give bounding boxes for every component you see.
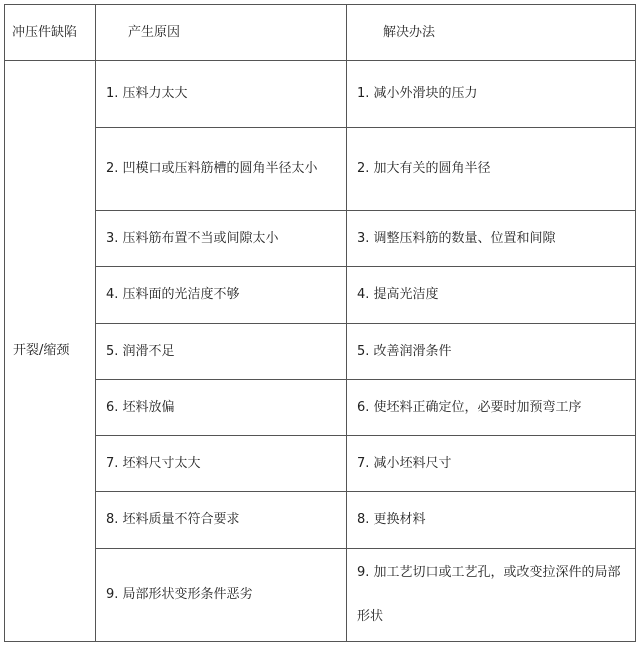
- header-cause: 产生原因: [96, 5, 347, 61]
- table-row: [5, 211, 636, 267]
- cause-cell: 1. 压料力太大: [96, 61, 347, 128]
- header-defect: 冲压件缺陷: [5, 5, 96, 61]
- table-row: [5, 324, 636, 380]
- solution-cell: 4. 提高光洁度: [347, 267, 636, 324]
- solution-cell: 2. 加大有关的圆角半径: [347, 128, 636, 211]
- solution-cell: 8. 更换材料: [347, 492, 636, 549]
- defect-table: [4, 4, 636, 642]
- solution-cell: 3. 调整压料筋的数量、位置和间隙: [347, 211, 636, 267]
- cause-cell: 5. 润滑不足: [96, 324, 347, 380]
- header-solution: 解决办法: [347, 5, 636, 61]
- table-row: [5, 549, 636, 642]
- header-row: [5, 5, 636, 61]
- solution-cell: 1. 减小外滑块的压力: [347, 61, 636, 128]
- table-row: [5, 267, 636, 324]
- table-row: [5, 436, 636, 492]
- cause-cell: 7. 坯料尺寸太大: [96, 436, 347, 492]
- solution-cell: 6. 使坯料正确定位，必要时加预弯工序: [347, 380, 636, 436]
- cause-cell: 6. 坯料放偏: [96, 380, 347, 436]
- cause-cell: 8. 坯料质量不符合要求: [96, 492, 347, 549]
- cause-cell: 4. 压料面的光洁度不够: [96, 267, 347, 324]
- defect-cell: 开裂/缩颈: [5, 61, 96, 642]
- solution-cell: 7. 减小坯料尺寸: [347, 436, 636, 492]
- table-row: [5, 128, 636, 211]
- table-row: [5, 61, 636, 128]
- cause-cell: 9. 局部形状变形条件恶劣: [96, 549, 347, 642]
- table-row: [5, 380, 636, 436]
- cause-cell: 2. 凹模口或压料筋槽的圆角半径太小: [96, 128, 347, 211]
- table-row: [5, 492, 636, 549]
- solution-cell: 9. 加工艺切口或工艺孔，或改变拉深件的局部形状: [347, 549, 636, 642]
- cause-cell: 3. 压料筋布置不当或间隙太小: [96, 211, 347, 267]
- solution-cell: 5. 改善润滑条件: [347, 324, 636, 380]
